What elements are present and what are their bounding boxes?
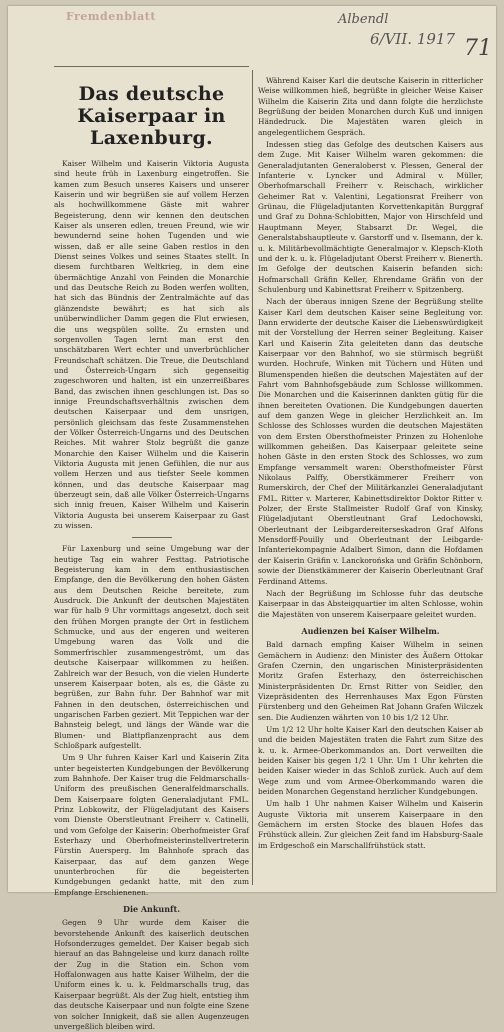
paragraph: Indessen stieg das Gefolge des deutschen Kaisers aus dem Zuge. Mit Kaiser Wilhelm waren gekommen: die Generaladjutanten Generaloberst v. Plessen, General der Infanterie v. Lyncker und Admiral v. Müller, Oberhofmarschall Freiherr v. Reischach, wirklicher Geheimer Rat v. Valentini, Legationsrat Freiherr von Grünau, die Flügeladjutanten Korvettenkapitän Burggraf und Graf zu Dohna-Schlobitten, Major von Hirschfeld und Hauptmann Meyer, Stabsarzt Dr. Wegel, die Generalstabshauptleute v. Garstorff und v. Ilsemann, der k. u. k. Militärbevollmächtigte Generalmajor v. Klepsch-Kloth und der k. u. k. Flügeladjutant Oberst Freiherr v. Bienerth. Im Gefolge der deutschen Kaiserin befanden sich: Hofmarschall Gräfin Keller, Ehrendame Gräfin von der Schulenburg und Kabinettsrat Freiherr v. Spitzenberg. <box>258 140 483 294</box>
paragraph: Nach der Begrüßung im Schlosse fuhr das deutsche Kaiserpaar in das Absteigquartier im alten Schlosse, wohin die Majestäten von unserem Kaiserpaare geleitet wurden. <box>258 588 483 619</box>
handwritten-source: Albendl <box>338 12 389 27</box>
subhead-audiences: Audienzen bei Kaiser Wilhelm. <box>301 625 440 636</box>
paragraph: Um 1/2 12 Uhr holte Kaiser Karl den deutschen Kaiser ab und die beiden Majestäten traten die Fahrt zum Sitze des k. u. k. Armee-Oberkommandos an. Dort verweilten die beiden Kaiser bis gegen 1/2 1 Uhr. Um 1 Uhr kehrten die beiden Kaiser wieder in das Schloß zurück. Auch auf dem Wege zum und vom Armee-Oberkommando waren die beiden Monarchen Gegenstand herzlicher Kundgebungen. <box>258 724 483 797</box>
top-rule <box>54 66 249 67</box>
paragraph: Gegen 9 Uhr wurde dem Kaiser die bevorstehende Ankunft des kaiserlich deutschen Hofsonderzuges gemeldet. Der Kaiser begab sich hierauf an das Bahngeleise und kurz danach rollte der Zug in die Station ein. Schon vom Hoffalonwagen aus hatte Kaiser Wilhelm, der die Uniform eines k. u. k. Feldmarschalls trug, das Kaiserpaar begrüßt. Als der Zug hielt, entstieg ihm das deutsche Kaiserpaar und nun folgte eine Szene von solcher Innigkeit, daß sie allen Augenzeugen unvergeßlich bleiben wird. <box>54 918 249 1031</box>
paragraph: Kaiser Wilhelm und Kaiserin Viktoria Augusta sind heute früh in Laxenburg eingetroffen. Sie kamen zum Besuch unseres Kaisers und unserer Kaiserin und wir begrüßen sie auf vollem Herzen als hochwillkommene Gäste mit wahrer Begeisterung, denn wir kennen den deutschen Kaiser als unseren edlen, treuen Freund, wie wir bewundernd seine hohen Tugenden und wie wissen, daß er alle seine Gaben restlos in den Dienst seines Volkes und seines Staates stellt. In diesem furchtbaren Weltkrieg, in dem eine übermächtige Anzahl von Feinden die Monarchie und das Deutsche Reich zu Boden werfen wollten, hat sich das Bündnis der Zentralmächte auf das glänzendste bewährt; es hat sich als unüberwindlicher Damm gegen die Flut erwiesen, die uns wegspülen sollte. Zu ernsten und sorgenvollen Tagen lernt man erst den unschätzbaren Wert echter und unverbrüchlicher Freundschaft schätzen. Die Treue, die Deutschland und Österreich-Ungarn sich gegenseitig zugeschworen und halten, ist ein unzerreißbares Band, das zwischen ihnen geschlungen ist. Das so innige Freundschaftsverhältnis zwischen dem deutschen Kaiserpaar und dem unsrigen, persönlich gleichsam das feste Zusammenstehen der Völker Österreich-Ungarns und des Deutschen Reiches. Mit wahrer Stolz begrüßt die ganze Monarchie den Kaiser Wilhelm und die Kaiserin Viktoria Augusta mit jenen Gefühlen, die nur aus vollem Herzen und aus tiefster Seele kommen können, und das deutsche Kaiserpaar mag überzeugt sein, daß alle Völker Österreich-Ungarns sich innig freuen, Kaiser Wilhelm und Kaiserin Viktoria Augusta bei unserem Kaiserpaar zu Gast zu wissen. <box>54 159 249 531</box>
left-column <box>54 60 249 1031</box>
handwritten-number: 71 <box>464 36 492 61</box>
headline: Das deutsche Kaiserpaar in Laxenburg. <box>77 83 226 149</box>
subhead-arrival: Die Ankunft. <box>123 904 180 915</box>
right-column <box>258 76 483 890</box>
paragraph: Bald darnach empfing Kaiser Wilhelm in seinen Gemächern in Audienz: den Minister des Äußern Ottokar Grafen Czernin, den ungarischen Ministerpräsidenten Moritz Grafen Esterhazy, den österreichischen Ministerpräsidenten Dr. Ernst Ritter von Seidler, den Vizepräsidenten des Herrenhauses Max Egon Fürsten Fürstenberg und den Geheimen Rat Johann Grafen Wilczek sen. Die Audienzen währten von 10 bis 1/2 12 Uhr. <box>258 640 483 722</box>
column-divider <box>252 70 253 885</box>
separator <box>132 537 172 538</box>
paragraph: Um 9 Uhr fuhren Kaiser Karl und Kaiserin Zita unter begeisterten Kundgebungen der Bevölkerung zum Bahnhofe. Der Kaiser trug die Feldmarschalls-Uniform des preußischen Generalfeldmarschalls. Dem Kaiserpaare folgten Generaladjutant FML. Prinz Lobkowitz, der Flügeladjutant des Kaisers vom Dienste Oberstleutnant Freiherr v. Catinelli, und vom Gefolge der Kaiserin: Oberhofmeister Graf Esterhazy und Oberhofmeisterinstellvertreterin Fürstin Auersperg. Im Bahnhofe sprach das Kaiserpaar, das auf dem ganzen Wege ununterbrochen für die begeisterten Kundgebungen gedankt hatte, mit den zum Empfange Erschienenen. <box>54 753 249 897</box>
paragraph: Nach der überaus innigen Szene der Begrüßung stellte Kaiser Karl dem deutschen Kaiser seine Begleitung vor. Dann erwiderte der deutsche Kaiser die Liebenswürdigkeit mit der Vorstellung der Herren seiner Begleitung. Kaiser Karl und Kaiserin Zita geleiteten dann das deutsche Kaiserpaar vor den Bahnhof, wo sie stürmisch begrüßt wurden. Hochrufe, Winken mit Tüchern und Hüten und Blumenspenden hießen die deutschen Majestäten auf der Fahrt vom Bahnhofsgebäude zum Schlosse willkommen. Die Monarchen und die Kaiserinnen dankten gütig für die ihnen bereiteten Ovationen. Die Kundgebungen dauerten auf dem ganzen Wege in gleicher Herzlichkeit an. Im Schlosse des Schlosses wurden die deutschen Majestäten von dem Ersten Obersthofmeister Prinzen zu Hohenlohe willkommen geheißen. Das Kaiserpaar geleitete seine hohen Gäste in den ersten Stock des Schlosses, wo zum Empfange versammelt waren: Obersthofmeister Fürst Nikolaus Palffy, Oberstkämmerer Freiherr von Rumerskirch, der Chef der Militärkanzlei Generaladjutant FML. Ritter v. Marterer, Kabinettsdirektor Doktor Ritter v. Polzer, der Erste Stallmeister Rudolf Graf von Kinsky, Flügeladjutant Oberstleutnant Graf Ledochowski, Oberleutnant der Leibgardereiterseskadron Graf Alfons Mensdorff-Pouilly und Oberleutnant der Leibgarde-Infanteriekompagnie Adalbert Simon, dann die Hofdamen der Kaiserin Gräfin v. Lanckorońska und Gräfin Schönborn, sowie der Dienstkämmerer der Kaiserin Oberleutnant Graf Ferdinand Attems. <box>258 297 483 586</box>
paragraph: Um halb 1 Uhr nahmen Kaiser Wilhelm und Kaiserin Auguste Viktoria mit unserem Kaiserpaare in den Gemächern im ersten Stocke des blauen Hofes das Frühstück allein. Zur gleichen Zeit fand im Habsburg-Saale im Erdgeschoß ein Marschallfrühstück statt. <box>258 799 483 850</box>
handwritten-date: 6/VII. 1917 <box>370 30 455 48</box>
newspaper-stamp: Fremdenblatt <box>66 10 156 23</box>
paragraph: Während Kaiser Karl die deutsche Kaiserin in ritterlicher Weise willkommen hieß, begrüßte in gleicher Weise Kaiser Wilhelm die Kaiserin Zita und dann folgte die herzlichste Begrüßung der beiden Monarchen durch Kuß und innigen Händedruck. Die Majestäten waren gleich in angelegentlichem Gespräch. <box>258 76 483 137</box>
paragraph: Für Laxenburg und seine Umgebung war der heutige Tag ein wahrer Festtag. Patriotische Begeisterung kam in dem enthusiastischen Empfange, den die Bevölkerung den hohen Gästen aus dem Deutschen Reiche bereitete, zum Ausdruck. Die Ankunft der deutschen Majestäten war für halb 9 Uhr vormittags angesetzt, doch seit den frühen Morgen prangte der Ort in festlichem Schmucke, und aus der engeren und weiteren Umgebung waren das Volk und die Sommerfrischler zusammengeströmt, um das deutsche Kaiserpaar willkommen zu heißen. Zahlreich war der Besuch, von die vielen Hunderte unserem Kaiserpaar boten, als es, die Gäste zu begrüßen, zur Bahn fuhr. Der Bahnhof war mit Fahnen in den deutschen, österreichischen und ungarischen Farben geziert. Mit Teppichen war der Bahnsteig belegt, und längs der Wände war die Blumen- und Blattpflanzenpracht aus dem Schloßpark aufgestellt. <box>54 544 249 750</box>
